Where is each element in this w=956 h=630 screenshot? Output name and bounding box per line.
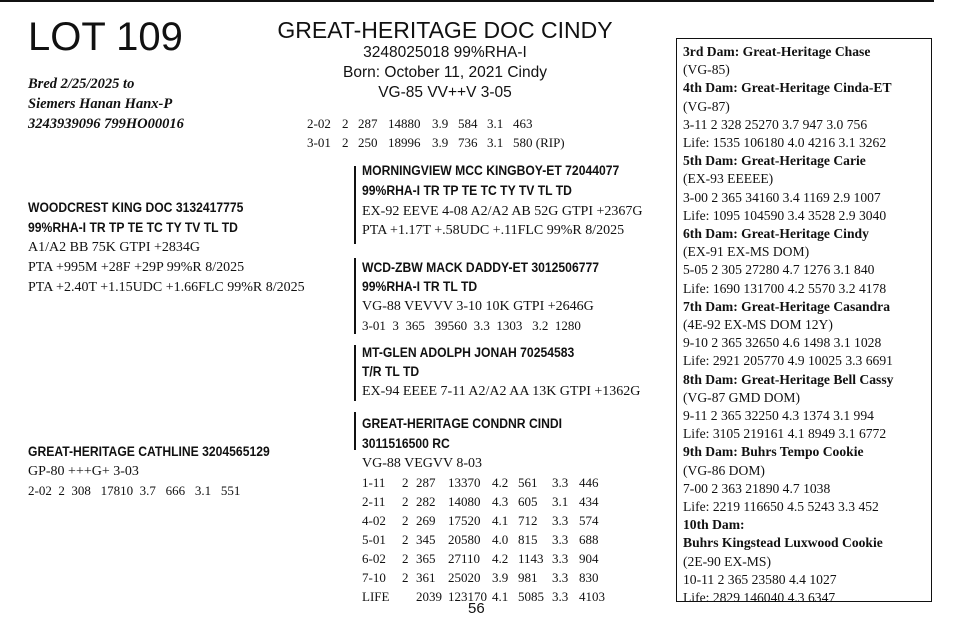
record-fat: 981	[518, 570, 538, 585]
record-protein: 904	[579, 551, 599, 566]
production-record-row	[307, 133, 565, 152]
production-record-row	[362, 530, 605, 549]
record-fat: 736	[458, 135, 478, 150]
record-days: 282	[416, 494, 436, 509]
animal-name: GREAT-HERITAGE DOC CINDY	[277, 17, 613, 43]
record-milkings: 2	[402, 475, 409, 490]
dam-heading: 10th Dam:	[683, 517, 745, 533]
record-age: 3-01	[307, 135, 331, 150]
record-fat: 584	[458, 116, 478, 131]
sire-pta-type: PTA +2.40T +1.15UDC +1.66FLC 99%R 8/2025	[28, 280, 305, 295]
maternal-line-box	[676, 38, 932, 606]
record-milkings: 2	[402, 570, 409, 585]
record-milkings: 2	[342, 116, 349, 131]
record-days: 361	[416, 570, 436, 585]
page-number: 56	[468, 600, 485, 617]
record-milk: 20580	[448, 532, 481, 547]
record-fat: 1143	[518, 551, 544, 566]
dam-dam-classification: VG-88 VEGVV 8-03	[362, 456, 483, 471]
sire-dam-production-record: 3-01 3 365 39560 3.3 1303 3.2 1280	[362, 318, 581, 333]
record-protein: 434	[579, 494, 599, 509]
dam-detail: Life: 1095 104590 3.4 3528 2.9 3040	[683, 207, 887, 223]
record-fat-pct: 4.2	[492, 475, 509, 490]
production-record-row	[362, 568, 605, 587]
dam-detail: 3-00 2 365 34160 3.4 1169 2.9 1007	[683, 189, 881, 205]
dam-heading: 7th Dam: Great-Heritage Casandra	[683, 298, 891, 314]
record-protein-pct: 3.3	[552, 513, 569, 528]
sire-sire-classification: EX-92 EEVE 4-08 A2/A2 AB 52G GTPI +2367G	[362, 204, 643, 219]
sire-genomics: A1/A2 BB 75K GTPI +2834G	[28, 240, 201, 255]
animal-registration: 3248025018 99%RHA-I	[363, 44, 527, 61]
animal-classification: VG-85 VV++V 3-05	[378, 84, 512, 101]
dam-sire-name: MT-GLEN ADOLPH JONAH 70254583	[362, 345, 575, 360]
dam-detail: 9-10 2 365 32650 4.6 1498 3.1 1028	[683, 335, 882, 351]
record-days: 287	[358, 116, 378, 131]
record-fat-pct: 4.3	[492, 494, 509, 509]
record-milk: 13370	[448, 475, 481, 490]
record-fat: 605	[518, 494, 538, 509]
record-protein: 580 (RIP)	[513, 135, 565, 150]
record-fat-pct: 4.0	[492, 532, 509, 547]
dam-detail: Life: 2829 146040 4.3 6347	[683, 590, 836, 606]
bred-to-line-1: Bred 2/25/2025 to	[28, 76, 135, 92]
record-fat: 815	[518, 532, 538, 547]
dam-heading: 4th Dam: Great-Heritage Cinda-ET	[683, 80, 892, 96]
production-record-row	[362, 511, 605, 530]
sire-sire-pta: PTA +1.17T +.58UDC +.11FLC 99%R 8/2025	[362, 223, 625, 238]
record-fat: 561	[518, 475, 538, 490]
sire-sire-name: MORNINGVIEW MCC KINGBOY-ET 72044077	[362, 163, 620, 178]
dam-detail: Life: 3105 219161 4.1 8949 3.1 6772	[683, 426, 887, 442]
record-protein: 688	[579, 532, 599, 547]
production-record-row	[307, 114, 565, 133]
record-milk: 14080	[448, 494, 481, 509]
dam-detail: (VG-87 GMD DOM)	[683, 389, 801, 405]
record-fat-pct: 4.1	[492, 589, 509, 604]
record-protein-pct: 3.1	[487, 116, 504, 131]
record-days: 269	[416, 513, 436, 528]
record-milkings: 2	[402, 551, 409, 566]
dam-detail: (EX-91 EX-MS DOM)	[683, 244, 810, 260]
bred-to-line-3: 3243939096 799HO00016	[28, 116, 184, 132]
dam-classification: GP-80 +++G+ 3-03	[28, 464, 139, 479]
dam-heading: 6th Dam: Great-Heritage Cindy	[683, 226, 869, 242]
production-record-row	[362, 492, 605, 511]
animal-production-records	[307, 114, 565, 152]
record-protein-pct: 3.3	[552, 551, 569, 566]
dam-detail: 5-05 2 305 27280 4.7 1276 3.1 840	[683, 262, 875, 278]
record-age: 4-02	[362, 513, 386, 528]
record-protein: 446	[579, 475, 599, 490]
record-milk: 123170	[448, 589, 487, 604]
dam-detail: 9-11 2 365 32250 4.3 1374 3.1 994	[683, 408, 874, 424]
record-age: 2-02	[307, 116, 331, 131]
dam-detail: 3-11 2 328 25270 3.7 947 3.0 756	[683, 116, 868, 132]
record-milkings: 2	[402, 494, 409, 509]
dam-dam-registration: 3011516500 RC	[362, 436, 450, 451]
record-days: 250	[358, 135, 378, 150]
dam-production-record: 2-02 2 308 17810 3.7 666 3.1 551	[28, 483, 241, 498]
record-days: 365	[416, 551, 436, 566]
dam-detail: (VG-85)	[683, 62, 730, 78]
sire-tags: 99%RHA-I TR TP TE TC TY TV TL TD	[28, 220, 238, 235]
dam-detail: (4E-92 EX-MS DOM 12Y)	[683, 317, 833, 333]
dam-name: GREAT-HERITAGE CATHLINE 3204565129	[28, 444, 270, 459]
record-milkings: 2	[342, 135, 349, 150]
record-age: 1-11	[362, 475, 386, 490]
record-fat-pct: 3.9	[432, 135, 449, 150]
sire-dam-tags: 99%RHA-I TR TL TD	[362, 279, 478, 294]
dam-heading: 8th Dam: Great-Heritage Bell Cassy	[683, 371, 894, 387]
dam-sire-tags: T/R TL TD	[362, 364, 420, 379]
dam-dam-production-records	[362, 473, 605, 606]
dam-detail: Life: 2921 205770 4.9 10025 3.3 6691	[683, 353, 893, 369]
pedigree-bracket	[354, 412, 356, 450]
record-protein-pct: 3.1	[552, 494, 569, 509]
record-milk: 27110	[448, 551, 481, 566]
top-rule	[0, 0, 934, 2]
record-fat-pct: 3.9	[492, 570, 509, 585]
record-milk: 17520	[448, 513, 481, 528]
record-days: 287	[416, 475, 436, 490]
record-protein-pct: 3.3	[552, 475, 569, 490]
record-age: 7-10	[362, 570, 386, 585]
record-label: LIFE	[362, 589, 390, 604]
sire-sire-tags: 99%RHA-I TR TP TE TC TY TV TL TD	[362, 183, 572, 198]
record-milk: 14880	[388, 116, 421, 131]
record-protein-pct: 3.3	[552, 589, 569, 604]
dam-detail: Life: 1535 106180 4.0 4216 3.1 3262	[683, 135, 887, 151]
record-age: 5-01	[362, 532, 386, 547]
dam-sire-classification: EX-94 EEEE 7-11 A2/A2 AA 13K GTPI +1362G	[362, 384, 641, 399]
dam-heading: 3rd Dam: Great-Heritage Chase	[683, 44, 871, 59]
pedigree-bracket	[354, 258, 356, 334]
sire-dam-name: WCD-ZBW MACK DADDY-ET 3012506777	[362, 260, 599, 275]
dam-detail: (2E-90 EX-MS)	[683, 553, 771, 569]
record-milkings: 2	[402, 513, 409, 528]
record-days: 345	[416, 532, 436, 547]
sire-pta-production: PTA +995M +28F +29P 99%R 8/2025	[28, 260, 245, 275]
lot-number: LOT 109	[28, 15, 183, 59]
dam-detail: 10-11 2 365 23580 4.4 1027	[683, 571, 837, 587]
record-milk: 18996	[388, 135, 421, 150]
record-protein: 463	[513, 116, 533, 131]
record-fat-pct: 3.9	[432, 116, 449, 131]
sire-name: WOODCREST KING DOC 3132417775	[28, 200, 244, 215]
pedigree-bracket	[354, 166, 356, 244]
dam-detail: Life: 2219 116650 4.5 5243 3.3 452	[683, 499, 879, 515]
dam-dam-name: GREAT-HERITAGE CONDNR CINDI	[362, 416, 563, 431]
production-record-row	[362, 549, 605, 568]
pedigree-bracket	[354, 345, 356, 401]
record-fat-pct: 4.2	[492, 551, 509, 566]
record-protein: 830	[579, 570, 599, 585]
record-milk: 25020	[448, 570, 481, 585]
dam-heading: 9th Dam: Buhrs Tempo Cookie	[683, 444, 864, 460]
record-fat: 5085	[518, 589, 544, 604]
record-days: 2039	[416, 589, 442, 604]
record-milkings: 2	[402, 532, 409, 547]
dam-heading: Buhrs Kingstead Luxwood Cookie	[683, 535, 883, 551]
record-protein-pct: 3.3	[552, 570, 569, 585]
record-fat-pct: 4.1	[492, 513, 509, 528]
production-record-row	[362, 473, 605, 492]
bred-to-line-2: Siemers Hanan Hanx-P	[28, 96, 173, 112]
record-age: 6-02	[362, 551, 386, 566]
record-protein: 4103	[579, 589, 605, 604]
record-protein: 574	[579, 513, 599, 528]
animal-birth-date: Born: October 11, 2021 Cindy	[343, 64, 547, 81]
dam-detail: (EX-93 EEEEE)	[683, 171, 774, 187]
record-fat: 712	[518, 513, 538, 528]
dam-detail: 7-00 2 363 21890 4.7 1038	[683, 480, 831, 496]
dam-detail: (VG-86 DOM)	[683, 462, 765, 478]
dam-detail: (VG-87)	[683, 98, 730, 114]
record-protein-pct: 3.1	[487, 135, 504, 150]
record-age: 2-11	[362, 494, 386, 509]
dam-heading: 5th Dam: Great-Heritage Carie	[683, 153, 866, 169]
sire-dam-classification: VG-88 VEVVV 3-10 10K GTPI +2646G	[362, 299, 594, 314]
dam-detail: Life: 1690 131700 4.2 5570 3.2 4178	[683, 280, 887, 296]
record-protein-pct: 3.3	[552, 532, 569, 547]
